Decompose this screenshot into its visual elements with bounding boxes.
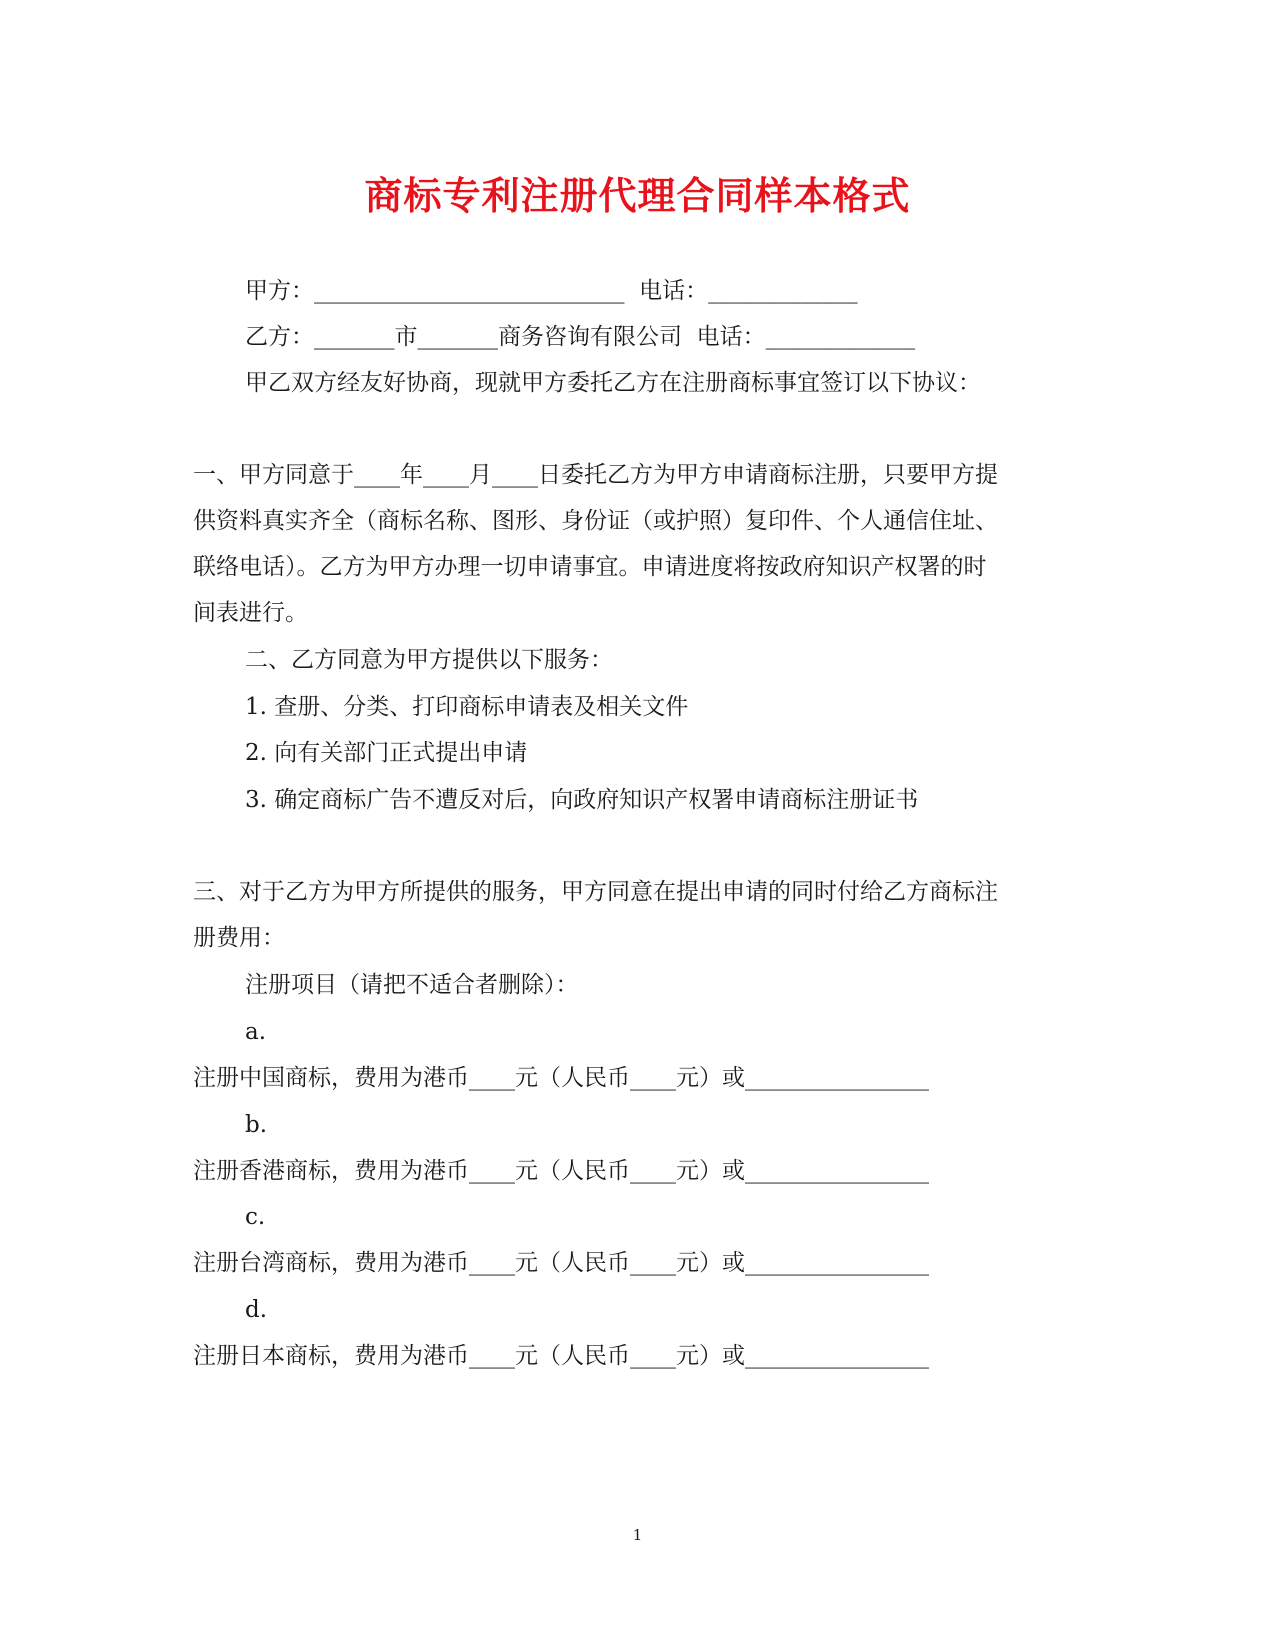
- clause-one-line-4: 间表进行。: [193, 600, 308, 626]
- item-c-text: 注册台湾商标，费用为港币____元（人民币____元）或________________: [193, 1250, 929, 1276]
- clause-one-line-3: 联络电话）。乙方为甲方办理一切申请事宜。申请进度将按政府知识产权署的时: [193, 554, 987, 580]
- registration-items-heading: 注册项目（请把不适合者删除）：: [245, 972, 579, 998]
- page-number: 1: [632, 1526, 643, 1544]
- clause-one-line-2: 供资料真实齐全（商标名称、图形、身份证（或护照）复印件、个人通信住址、: [193, 508, 998, 534]
- service-item-3: 3. 确定商标广告不遭反对后，向政府知识产权署申请商标注册证书: [245, 787, 919, 813]
- clause-one-line-1: 一、甲方同意于____年____月____日委托乙方为甲方申请商标注册，只要甲方提: [193, 462, 998, 488]
- item-b-label: b.: [245, 1112, 268, 1138]
- item-d-text: 注册日本商标，费用为港币____元（人民币____元）或________________: [193, 1343, 929, 1369]
- preamble-line: 甲乙双方经友好协商，现就甲方委托乙方在注册商标事宜签订以下协议：: [245, 370, 981, 396]
- item-a-text: 注册中国商标，费用为港币____元（人民币____元）或________________: [193, 1065, 929, 1091]
- item-a-label: a.: [245, 1019, 267, 1045]
- document-title: 商标专利注册代理合同样本格式: [364, 173, 911, 218]
- service-item-2: 2. 向有关部门正式提出申请: [245, 740, 528, 766]
- clause-three-line-1: 三、对于乙方为甲方所提供的服务，甲方同意在提出申请的同时付给乙方商标注: [193, 879, 998, 905]
- clause-two-heading: 二、乙方同意为甲方提供以下服务：: [245, 647, 613, 673]
- service-item-1: 1. 查册、分类、打印商标申请表及相关文件: [245, 694, 689, 720]
- party-a-line: 甲方：___________________________ 电话：_____________: [245, 278, 858, 304]
- party-b-line: 乙方：_______市_______商务咨询有限公司 电话：_____________: [245, 324, 916, 350]
- clause-three-line-2: 册费用：: [193, 925, 285, 951]
- item-c-label: c.: [245, 1204, 266, 1230]
- item-b-text: 注册香港商标，费用为港币____元（人民币____元）或________________: [193, 1158, 929, 1184]
- item-d-label: d.: [245, 1297, 268, 1323]
